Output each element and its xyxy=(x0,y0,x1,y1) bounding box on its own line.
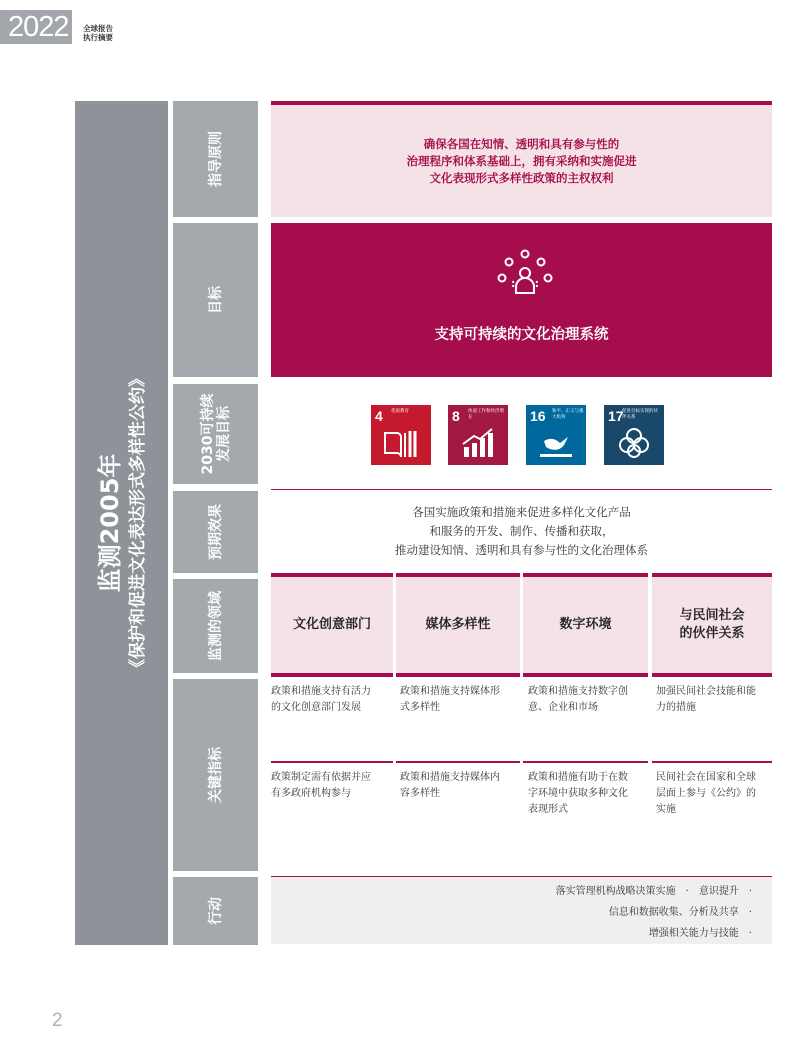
actions-box xyxy=(271,876,772,944)
row-label-core-indicators: 关键指标 xyxy=(173,679,258,871)
indicator-bottom: 政策和措施有助于在数 字环境中获取多种文化 表现形式 xyxy=(528,772,628,815)
sdg-tile-17 xyxy=(604,405,664,465)
side-title: 监测2005年 xyxy=(95,453,124,593)
side-title-panel xyxy=(75,101,168,945)
book-icon xyxy=(383,427,419,459)
area-digital-environment: 数字环境 xyxy=(523,573,648,677)
sdg-number: 17 xyxy=(608,408,624,424)
principle-line: 文化表现形式多样性政策的主权权利 xyxy=(429,170,614,185)
expected-results-box xyxy=(271,489,772,573)
divider xyxy=(652,761,772,763)
people-network-icon xyxy=(497,249,553,299)
area-cultural-creative-sectors: 文化创意部门 xyxy=(271,573,393,677)
action-line: 落实管理机构战略决策实施 · 意识提升 · xyxy=(555,886,752,897)
area-media-diversity: 媒体多样性 xyxy=(396,573,520,677)
goal-text: 支持可持续的文化治理系统 xyxy=(434,327,609,343)
principle-line: 治理程序和体系基础上，拥有采纳和实施促进 xyxy=(406,153,637,168)
indicator-bottom: 民间社会在国家和全球 层面上参与《公约》的 实施 xyxy=(656,772,756,815)
divider xyxy=(523,761,648,763)
report-subtitle xyxy=(83,24,113,42)
sdg-label: 促进目标实现的伙伴关系 xyxy=(622,409,658,420)
report-year: 2022 xyxy=(0,10,72,44)
row-label-goal: 目标 xyxy=(173,223,258,377)
result-line: 各国实施政策和措施来促进多样化文化产品 xyxy=(412,505,631,519)
sdg-number: 4 xyxy=(375,408,383,424)
row-label-expected-results: 预期效果 xyxy=(173,491,258,573)
divider xyxy=(396,761,520,763)
dove-icon xyxy=(538,427,574,459)
sdg-tile-8 xyxy=(448,405,508,465)
result-line: 推动建设知情、透明和具有参与性的文化治理体系 xyxy=(395,543,648,557)
sdg-number: 16 xyxy=(530,408,546,424)
indicator-top: 政策和措施支持数字创 意、企业和市场 xyxy=(528,686,628,713)
sdg-tile-4 xyxy=(371,405,431,465)
divider xyxy=(271,761,393,763)
sdg-tile-16 xyxy=(526,405,586,465)
report-subtitle-line: 全球报告 xyxy=(83,24,113,33)
result-line: 和服务的开发、制作、传播和获取， xyxy=(429,524,614,538)
indicator-top: 政策和措施支持有活力 的文化创意部门发展 xyxy=(271,686,371,713)
sdg-label: 优质教育 xyxy=(391,409,409,414)
principle-line: 确保各国在知情、透明和具有参与性的 xyxy=(423,136,620,151)
growth-chart-icon xyxy=(460,427,496,459)
indicator-top: 政策和措施支持媒体形 式多样性 xyxy=(400,686,500,713)
rings-icon xyxy=(616,427,652,459)
action-line: 增强相关能力与技能 · xyxy=(648,928,752,939)
indicator-top: 加强民间社会技能和能 力的措施 xyxy=(656,686,756,713)
sdg-label: 体面工作和经济增长 xyxy=(468,409,504,420)
row-label-sdg: 2030可持续 发展目标 xyxy=(173,384,258,484)
page-number: 2 xyxy=(52,1010,63,1031)
row-label-monitoring-areas: 监测的领域 xyxy=(173,579,258,673)
guiding-principles-box xyxy=(271,101,772,217)
sdg-label: 和平、正义与强大机构 xyxy=(552,409,584,420)
sdg-number: 8 xyxy=(452,408,460,424)
indicator-bottom: 政策和措施支持媒体内 容多样性 xyxy=(400,772,500,799)
side-subtitle: 《保护和促进文化表达形式多样性公约》 xyxy=(127,370,148,676)
action-line: 信息和数据收集、分析及共享 · xyxy=(608,907,752,918)
row-label-guiding-principles: 指导原则 xyxy=(173,101,258,217)
area-civil-society-partnership: 与民间社会 的伙伴关系 xyxy=(652,573,772,677)
row-label-actions: 行动 xyxy=(173,877,258,945)
report-subtitle-line: 执行摘要 xyxy=(83,33,113,42)
indicator-bottom: 政策制定需有依据并应 有多政府机构参与 xyxy=(271,772,371,799)
goal-box xyxy=(271,223,772,377)
